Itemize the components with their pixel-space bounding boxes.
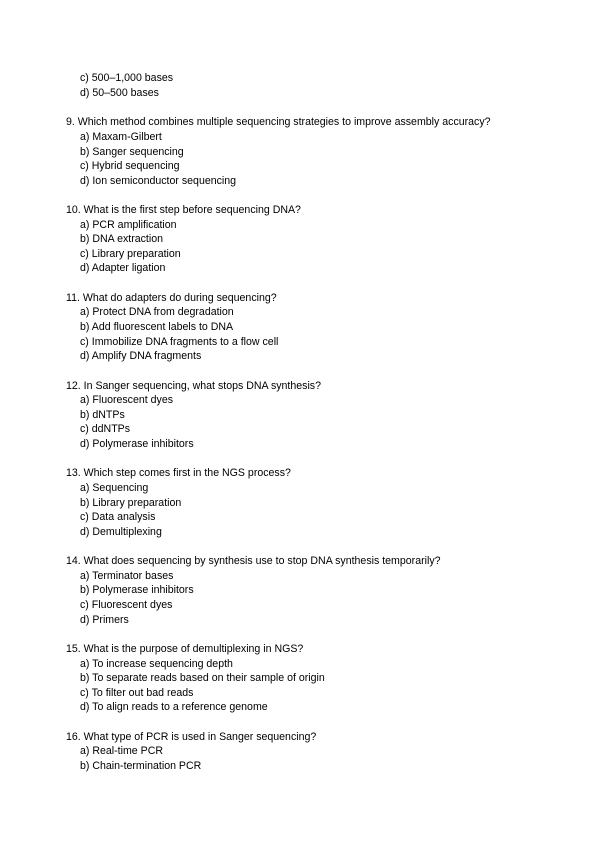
option-c-q15: c) To filter out bad reads — [80, 687, 194, 699]
option-a-q10: a) PCR amplification — [80, 219, 177, 231]
question-11: 11. What do adapters do during sequencing? — [66, 292, 277, 304]
option-b-q14: b) Polymerase inhibitors — [80, 584, 194, 596]
option-c-q14: c) Fluorescent dyes — [80, 599, 173, 611]
question-10: 10. What is the first step before sequencing DNA? — [66, 204, 301, 216]
option-b-q9: b) Sanger sequencing — [80, 146, 184, 158]
option-c-q11: c) Immobilize DNA fragments to a flow cell — [80, 336, 279, 348]
option-a-q11: a) Protect DNA from degradation — [80, 306, 234, 318]
question-16: 16. What type of PCR is used in Sanger sequencing? — [66, 731, 317, 743]
option-b-q16: b) Chain-termination PCR — [80, 760, 202, 772]
option-a-q9: a) Maxam-Gilbert — [80, 131, 162, 143]
option-d-q13: d) Demultiplexing — [80, 526, 162, 538]
option-b-q12: b) dNTPs — [80, 409, 125, 421]
question-15: 15. What is the purpose of demultiplexing in NGS? — [66, 643, 304, 655]
question-14: 14. What does sequencing by synthesis use to stop DNA synthesis temporarily? — [66, 555, 441, 567]
question-13: 13. Which step comes first in the NGS process? — [66, 467, 291, 479]
option-b-q11: b) Add fluorescent labels to DNA — [80, 321, 234, 333]
option-d-q10: d) Adapter ligation — [80, 262, 166, 274]
option-a-q15: a) To increase sequencing depth — [80, 658, 233, 670]
option-d-q15: d) To align reads to a reference genome — [80, 701, 268, 713]
option-b-q15: b) To separate reads based on their sample of origin — [80, 672, 325, 684]
option-b-q13: b) Library preparation — [80, 497, 182, 509]
option-d-q14: d) Primers — [80, 614, 129, 626]
option-d-q8: d) 50–500 bases — [80, 87, 159, 99]
option-c-q9: c) Hybrid sequencing — [80, 160, 180, 172]
option-a-q12: a) Fluorescent dyes — [80, 394, 174, 406]
option-d-q12: d) Polymerase inhibitors — [80, 438, 194, 450]
option-b-q10: b) DNA extraction — [80, 233, 164, 245]
question-12: 12. In Sanger sequencing, what stops DNA synthesis? — [66, 380, 321, 392]
question-9: 9. Which method combines multiple sequencing strategies to improve assembly accuracy? — [66, 116, 491, 128]
option-a-q16: a) Real-time PCR — [80, 745, 164, 757]
option-c-q12: c) ddNTPs — [80, 423, 131, 435]
option-c-q10: c) Library preparation — [80, 248, 181, 260]
option-c-q13: c) Data analysis — [80, 511, 156, 523]
option-d-q9: d) Ion semiconductor sequencing — [80, 175, 237, 187]
option-a-q14: a) Terminator bases — [80, 570, 174, 582]
option-a-q13: a) Sequencing — [80, 482, 149, 494]
option-c-q8: c) 500–1,000 bases — [80, 72, 174, 84]
option-d-q11: d) Amplify DNA fragments — [80, 350, 202, 362]
